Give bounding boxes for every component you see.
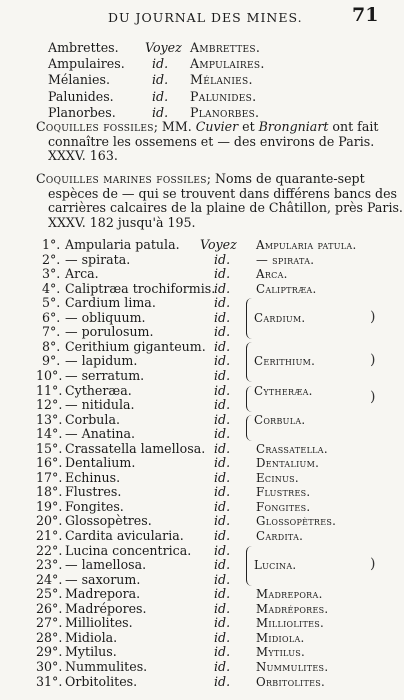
- species-name: Echinus.: [65, 469, 121, 485]
- species-number: 7°.: [42, 324, 61, 340]
- species-name: — lapidum.: [65, 353, 138, 369]
- top-list-target: Ampulaires.: [190, 56, 265, 72]
- species-target: Midiola.: [256, 630, 305, 645]
- species-target: Ampularia patula.: [256, 238, 357, 252]
- species-number: 31°.: [36, 673, 63, 689]
- species-ref: id.: [214, 280, 231, 296]
- species-number: 2°.: [42, 251, 61, 267]
- species-target: Orbitolites.: [256, 674, 326, 689]
- top-list-name: Ambrettes.: [48, 40, 119, 55]
- species-target: Flustres.: [256, 485, 311, 500]
- species-ref: id.: [214, 266, 231, 282]
- paragraph-fossiles-text: connaître les ossemens et — des environs de Paris.: [48, 133, 375, 149]
- species-ref: id.: [214, 586, 231, 602]
- top-list-name: Palunides.: [48, 88, 114, 104]
- species-ref: id.: [214, 382, 231, 398]
- paragraph-fossiles-text: ont fait: [328, 119, 379, 134]
- species-number: 30°.: [36, 658, 63, 674]
- species-number: 10°.: [36, 367, 63, 383]
- species-ref: id.: [214, 324, 231, 340]
- species-name: Milliolites.: [65, 615, 133, 631]
- species-name: Corbula.: [65, 411, 120, 427]
- group-brace: [246, 298, 252, 339]
- top-list-name: Planorbes.: [48, 104, 116, 120]
- right-bracket: ): [370, 388, 376, 405]
- species-ref: Voyez: [200, 237, 237, 252]
- species-target: Ecinus.: [256, 470, 299, 485]
- species-number: 6°.: [42, 309, 61, 325]
- species-ref: id.: [214, 338, 231, 354]
- species-name: Nummulites.: [65, 658, 148, 674]
- right-bracket: ): [370, 556, 376, 573]
- species-name: Orbitolites.: [65, 673, 138, 689]
- species-name: — obliquum.: [65, 309, 146, 325]
- species-number: 9°.: [42, 353, 61, 369]
- species-name: Madrépores.: [65, 600, 147, 616]
- species-number: 23°.: [36, 557, 63, 573]
- paragraph-fossiles-text: et: [238, 119, 259, 134]
- species-ref: id.: [214, 513, 231, 529]
- species-target: Dentalium.: [256, 456, 320, 471]
- species-number: 20°.: [36, 513, 63, 529]
- paragraph-fossiles-text: ; MM.: [153, 119, 196, 134]
- group-brace: [246, 342, 252, 383]
- species-target: Madrepora.: [256, 587, 323, 602]
- species-ref: id.: [214, 615, 231, 631]
- species-target: Lucina.: [254, 558, 297, 573]
- species-target: Caliptræa.: [256, 281, 317, 296]
- species-target: Milliolites.: [256, 616, 325, 631]
- species-ref: id.: [214, 542, 231, 558]
- species-ref: id.: [214, 309, 231, 325]
- group-brace: [246, 546, 252, 587]
- paragraph-marines-text: espèces de — qui se trouvent dans différens bancs des: [48, 185, 398, 201]
- top-list-name: Ampulaires.: [48, 56, 125, 72]
- species-target: Cerithium.: [254, 354, 316, 369]
- species-number: 4°.: [42, 280, 61, 296]
- top-list-ref: Voyez: [145, 40, 182, 55]
- paragraph-marines-line: [48, 201, 403, 215]
- paragraph-fossiles-text: Coquilles fossiles: [36, 119, 154, 134]
- species-target: Cytheræa.: [254, 383, 313, 398]
- species-name: — spirata.: [65, 251, 131, 267]
- species-number: 17°.: [36, 469, 63, 485]
- species-number: 5°.: [42, 295, 61, 311]
- species-number: 13°.: [36, 411, 63, 427]
- species-number: 21°.: [36, 528, 63, 543]
- species-number: 28°.: [36, 629, 63, 645]
- species-number: 14°.: [36, 426, 63, 442]
- species-name: Cerithium giganteum.: [65, 338, 206, 354]
- species-name: Caliptræa trochiformis.: [65, 280, 216, 296]
- species-name: Arca.: [65, 266, 99, 282]
- species-name: Madrepora.: [65, 586, 141, 602]
- species-name: Cardita avicularia.: [65, 528, 184, 543]
- running-title: DU JOURNAL DES MINES.: [108, 10, 303, 25]
- species-ref: id.: [214, 295, 231, 311]
- species-name: — Anatina.: [65, 426, 136, 442]
- species-target: Cardita.: [256, 529, 304, 543]
- right-bracket: ): [370, 308, 376, 325]
- species-target: — spirata.: [256, 252, 315, 267]
- species-target: Fongites.: [256, 499, 311, 514]
- top-list-target: Mélanies.: [190, 72, 253, 88]
- species-ref: id.: [214, 644, 231, 660]
- species-number: 15°.: [36, 440, 63, 456]
- species-name: Crassatella lamellosa.: [65, 440, 206, 456]
- species-name: Cardium lima.: [65, 295, 156, 311]
- species-ref: id.: [214, 426, 231, 442]
- species-number: 29°.: [36, 644, 63, 660]
- species-number: 25°.: [36, 586, 63, 602]
- species-target: Mytilus.: [256, 645, 306, 660]
- top-list-target: Ambrettes.: [190, 40, 261, 55]
- species-number: 16°.: [36, 455, 63, 471]
- species-ref: id.: [214, 673, 231, 689]
- paragraph-marines-line: [48, 216, 196, 230]
- species-ref: id.: [214, 469, 231, 485]
- species-name: — serratum.: [65, 367, 145, 383]
- species-name: — saxorum.: [65, 571, 141, 587]
- top-list-ref: id.: [152, 104, 169, 120]
- species-number: 26°.: [36, 600, 63, 616]
- species-ref: id.: [214, 397, 231, 413]
- species-name: Flustres.: [65, 484, 122, 500]
- species-number: 27°.: [36, 615, 63, 631]
- paragraph-marines-line: [36, 172, 365, 186]
- species-ref: id.: [214, 455, 231, 471]
- paragraph-fossiles-line: [36, 120, 378, 134]
- species-name: Fongites.: [65, 498, 124, 514]
- species-ref: id.: [214, 557, 231, 573]
- species-ref: id.: [214, 571, 231, 587]
- species-name: Lucina concentrica.: [65, 542, 192, 558]
- species-number: 24°.: [36, 571, 63, 587]
- species-number: 22°.: [36, 542, 63, 558]
- species-target: Crassatella.: [256, 441, 328, 456]
- paragraph-marines-text: carrières calcaires de la plaine de Châtillon, près Paris.: [48, 200, 403, 216]
- species-ref: id.: [214, 528, 231, 543]
- species-ref: id.: [214, 498, 231, 514]
- species-ref: id.: [214, 658, 231, 674]
- paragraph-fossiles-line: [48, 135, 374, 149]
- paragraph-fossiles-text: XXXV. 163.: [48, 148, 118, 164]
- top-list-target: Palunides.: [190, 88, 257, 104]
- species-name: — lamellosa.: [65, 557, 147, 573]
- species-ref: id.: [214, 353, 231, 369]
- species-ref: id.: [214, 251, 231, 267]
- paragraph-marines-text: XXXV. 182 jusqu'à 195.: [48, 214, 196, 230]
- top-list-ref: id.: [152, 56, 169, 72]
- species-name: Ampularia patula.: [65, 237, 180, 252]
- group-brace: [246, 386, 252, 412]
- paragraph-fossiles-text: Cuvier: [195, 119, 239, 134]
- species-ref: id.: [214, 600, 231, 616]
- species-name: Dentalium.: [65, 455, 136, 471]
- species-target: Nummulites.: [256, 659, 329, 674]
- paragraph-marines-text: Coquilles marines fossiles: [36, 171, 207, 186]
- species-number: 11°.: [36, 382, 63, 398]
- top-list-target: Planorbes.: [190, 104, 260, 120]
- page-header: [0, 4, 404, 32]
- page-number: 71: [352, 4, 379, 26]
- species-ref: id.: [214, 367, 231, 383]
- species-number: 19°.: [36, 498, 63, 514]
- species-number: 12°.: [36, 397, 63, 413]
- top-list-ref: id.: [152, 72, 169, 88]
- species-name: Cytheræa.: [65, 382, 132, 398]
- species-number: 18°.: [36, 484, 63, 500]
- species-name: Midiola.: [65, 629, 118, 645]
- species-ref: id.: [214, 440, 231, 456]
- species-name: — porulosum.: [65, 324, 154, 340]
- paragraph-marines-text: ; Noms de quarante-sept: [206, 171, 365, 186]
- paragraph-fossiles-line: [48, 149, 118, 163]
- species-ref: id.: [214, 484, 231, 500]
- species-ref: id.: [214, 629, 231, 645]
- paragraph-fossiles-text: Brongniart: [258, 119, 329, 134]
- species-target: Madrépores.: [256, 601, 329, 616]
- species-number: 1°.: [42, 237, 61, 252]
- species-target: Cardium.: [254, 310, 306, 325]
- species-ref: id.: [214, 411, 231, 427]
- species-target: Corbula.: [254, 412, 306, 427]
- species-number: 8°.: [42, 338, 61, 354]
- top-list-ref: id.: [152, 88, 169, 104]
- species-target: Arca.: [256, 267, 288, 282]
- group-brace: [246, 415, 252, 441]
- species-name: Mytilus.: [65, 644, 117, 660]
- species-target: Glossopètres.: [256, 514, 337, 529]
- species-name: — nitidula.: [65, 397, 135, 413]
- species-name: Glossopètres.: [65, 513, 152, 529]
- right-bracket: ): [370, 352, 376, 369]
- paragraph-marines-line: [48, 187, 397, 201]
- species-number: 3°.: [42, 266, 61, 282]
- top-list-name: Mélanies.: [48, 72, 110, 88]
